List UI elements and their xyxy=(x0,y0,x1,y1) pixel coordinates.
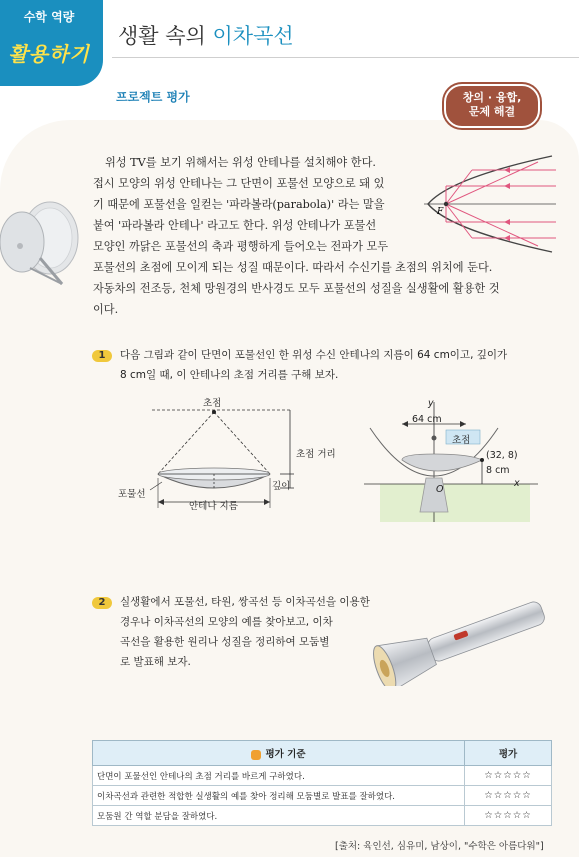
focal-distance-label: 초점 거리 xyxy=(296,449,336,460)
table-row xyxy=(93,766,552,786)
section-heading: 프로젝트 평가 xyxy=(116,90,190,104)
parabola-label: 포물선 xyxy=(118,489,146,500)
chip-line1: 창의 · 융합, xyxy=(462,91,522,104)
question-2-line-2: 경우나 이차곡선의 모양의 예를 찾아보고, 이차 xyxy=(120,616,333,628)
criteria-header-label: 평가 기준 xyxy=(265,749,306,760)
title-prefix: 생활 속의 xyxy=(118,24,213,48)
y-axis-label: y xyxy=(428,398,434,409)
score-header: 평가 xyxy=(465,741,552,766)
intro-line-8: 이다. xyxy=(93,303,119,316)
question-1-line-2: 8 cm일 때, 이 안테나의 초점 거리를 구해 보자. xyxy=(120,369,339,381)
question-2-text xyxy=(120,592,392,672)
origin-label: O xyxy=(436,484,444,495)
criteria-header xyxy=(93,741,465,766)
table-row xyxy=(93,786,552,806)
score-cell: ☆☆☆☆☆ xyxy=(465,806,552,826)
question-2-line-4: 로 발표해 보자. xyxy=(120,656,191,668)
intro-line-5: 모양인 까닭은 포물선의 축과 평행하게 들어오는 전파가 모두 xyxy=(93,240,389,253)
question-number-1: 1 xyxy=(92,350,112,362)
x-axis-label: x xyxy=(514,478,520,489)
flashlight-illustration xyxy=(368,596,558,686)
criteria-cell: 단면이 포물선인 안테나의 초점 거리를 바르게 구하였다. xyxy=(93,766,465,786)
title-divider xyxy=(112,57,579,58)
diameter-label: 안테나 지름 xyxy=(189,501,238,512)
badge-top-label: 수학 역량 xyxy=(23,10,75,24)
pencil-icon xyxy=(251,750,261,760)
badge-bottom-label: 활용하기 xyxy=(8,42,90,66)
page-title xyxy=(118,20,294,50)
focus-callout-label: 초점 xyxy=(452,435,471,446)
question-2-line-3: 곡선을 활용한 원리나 성질을 정리하여 모둠별 xyxy=(120,636,330,648)
depth-value-label: 8 cm xyxy=(486,465,510,476)
evaluation-table xyxy=(92,740,552,826)
criteria-cell: 이차곡선과 관련한 적합한 실생활의 예를 찾아 정리해 모둠별로 발표를 잘하였다. xyxy=(93,786,465,806)
point-label: (32, 8) xyxy=(486,450,518,461)
intro-paragraph xyxy=(93,152,551,320)
intro-line-3: 기 때문에 포물선을 일컫는 '파라볼라(parabola)' 라는 말을 xyxy=(93,198,385,211)
focus-point-label: F xyxy=(437,207,444,217)
width-label: 64 cm xyxy=(412,414,442,425)
intro-line-6: 포물선의 초점에 모이게 되는 성질 때문이다. 따라서 수신기를 초점의 위치에 둔다. xyxy=(93,261,493,274)
depth-label: 깊이 xyxy=(272,481,291,492)
criteria-cell: 모둠원 간 역할 분담을 잘하였다. xyxy=(93,806,465,826)
question-1-text xyxy=(120,345,560,385)
title-highlight: 이차곡선 xyxy=(212,24,294,48)
score-cell: ☆☆☆☆☆ xyxy=(465,766,552,786)
score-cell: ☆☆☆☆☆ xyxy=(465,786,552,806)
antenna-coordinate-figure xyxy=(362,398,542,528)
table-header-row xyxy=(93,741,552,766)
question-1-line-1: 다음 그림과 같이 단면이 포물선인 한 위성 수신 안테나의 지름이 64 cm이고, 깊이가 xyxy=(120,349,508,361)
intro-line-7: 자동차의 전조등, 천체 망원경의 반사경도 모두 포물선의 성질을 실생활에 활용한 것 xyxy=(93,282,500,295)
competency-chip xyxy=(444,84,540,128)
question-2-line-1: 실생활에서 포물선, 타원, 쌍곡선 등 이차곡선을 이용한 xyxy=(120,596,370,608)
intro-line-1: 위성 TV를 보기 위해서는 위성 안테나를 설치해야 한다. xyxy=(105,156,376,169)
intro-line-2: 접시 모양의 위성 안테나는 그 단면이 포물선 모양으로 돼 있 xyxy=(93,177,385,190)
source-citation: [출처: 육인선, 심유미, 남상이, "수학은 아름다워"] xyxy=(335,841,544,852)
table-row xyxy=(93,806,552,826)
intro-line-4: 붙여 '파라볼라 안테나' 라고도 한다. 위성 안테나가 포물선 xyxy=(93,219,377,232)
focus-label: 초점 xyxy=(203,398,222,409)
question-number-2: 2 xyxy=(92,597,112,609)
satellite-dish-illustration xyxy=(0,198,82,290)
chip-line2: 문제 해결 xyxy=(468,105,516,118)
